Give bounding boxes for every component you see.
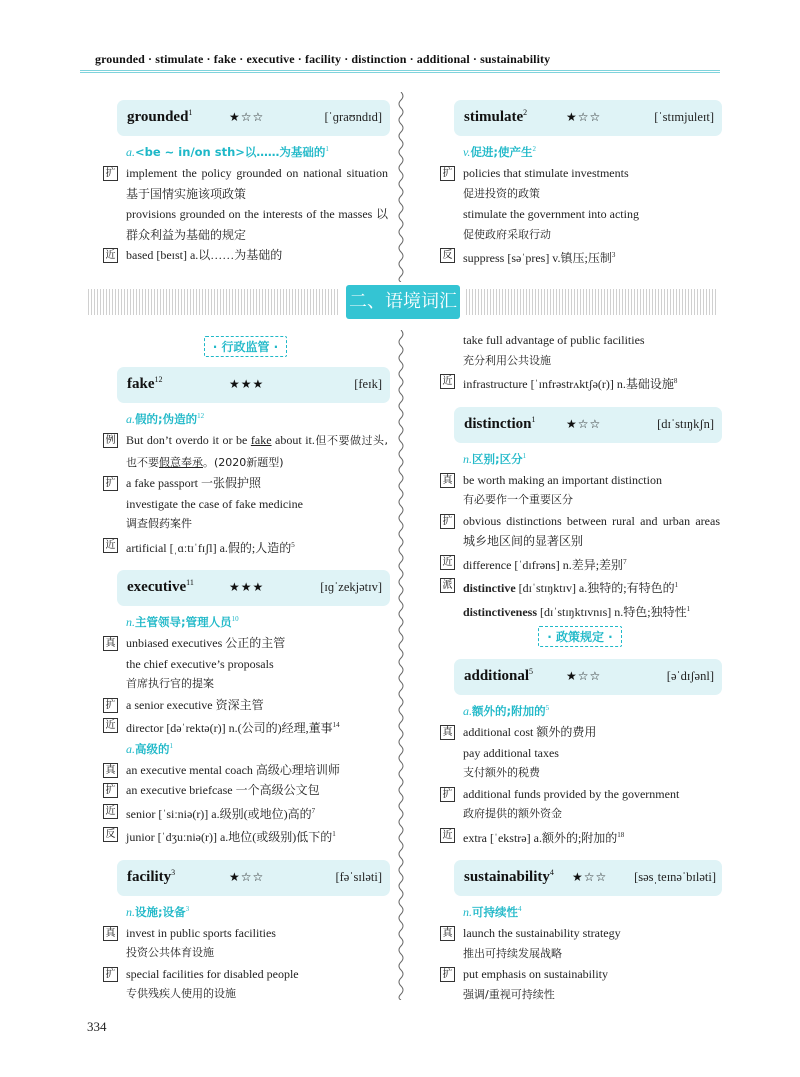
phonetic: [ˈɡraʊndɪd] xyxy=(324,110,382,124)
column-divider-top xyxy=(396,92,406,282)
phonetic: [dɪˈstɪŋkʃn] xyxy=(657,416,714,431)
subsection-label: · 行政监管 · xyxy=(204,336,287,357)
sense: n.可持续性$^4$ xyxy=(463,905,522,919)
derivative-line: distinctiveness [dɪˈstɪŋktɪvnɪs] n.特色;独特性$^1$ xyxy=(463,604,691,619)
translation-line: 推出可持续发展战略 xyxy=(463,946,562,960)
example-line: pay additional taxes xyxy=(463,745,559,760)
translation-line: 投资公共体育设施 xyxy=(126,946,214,959)
translation-line: 促进投资的政策 xyxy=(463,186,540,200)
word-card-distinction xyxy=(454,407,722,443)
column-divider-bottom xyxy=(396,330,406,1000)
headword: distinction$^1$ xyxy=(464,414,536,432)
antonym-line: 反 junior [ˈdʒuːniə(r)] a.地位(或级别)低下的$^1$ xyxy=(103,824,388,848)
headword: sustainability$^4$ xyxy=(464,868,554,885)
subsection-label-wrap xyxy=(440,626,720,647)
word-card-stimulate xyxy=(454,100,722,136)
synonym-line: 近 extra [ˈekstrə] a.额外的;附加的$^{18}$ xyxy=(440,825,720,849)
phonetic: [fəˈsɪləti] xyxy=(335,869,382,884)
synonym-line: 近 senior [ˈsiːniə(r)] a.级别(或地位)高的$^7$ xyxy=(103,801,388,825)
section-title: 二、语境词汇 xyxy=(346,285,460,319)
entry-grounded xyxy=(103,100,388,266)
antonym-line: 反 suppress [səˈpres] v.镇压;压制$^3$ xyxy=(440,245,720,269)
frequency-stars: ★★★ xyxy=(229,377,265,391)
entry-stimulate xyxy=(440,100,720,269)
synonym-line: 近 infrastructure [ˈɪnfrəstrʌktʃə(r)] n.基础设施$^8$ xyxy=(440,371,720,395)
sense: n.主管领导;管理人员$^{10}$ xyxy=(126,615,239,629)
example-line: 真 an executive mental coach 高级心理培训师 xyxy=(103,760,388,781)
example-line: 真 be worth making an important distinction xyxy=(440,470,720,491)
frequency-stars: ★★★ xyxy=(229,580,265,594)
sense: a.额外的;附加的$^5$ xyxy=(463,704,550,718)
example-line: provisions grounded on the interests of the masses 以群众利益为基础的规定 xyxy=(126,207,388,242)
sense: a.<be ~ in/on sth>以……为基础的$^1$ xyxy=(126,145,329,159)
subsection-label: · 政策规定 · xyxy=(538,626,621,647)
header-word-list: grounded · stimulate · fake · executive · facility · distinction · additional · sustainability xyxy=(95,52,551,66)
synonym-line: 近 difference [ˈdɪfrəns] n.差异;差别$^7$ xyxy=(440,552,720,576)
phonetic: [ˈstɪmjuleɪt] xyxy=(654,110,714,124)
headword: grounded$^1$ xyxy=(127,108,193,125)
phonetic: [səsˌteɪnəˈbɪləti] xyxy=(634,870,716,884)
example-line: 真 launch the sustainability strategy xyxy=(440,923,720,944)
word-card-grounded xyxy=(117,100,390,136)
word-card-fake xyxy=(117,367,390,403)
example-line: 扩 additional funds provided by the government xyxy=(440,784,720,805)
example-line: stimulate the government into acting xyxy=(463,207,639,221)
example-line: 扩 a fake passport 一张假护照 xyxy=(103,473,388,494)
headword: executive$^{11}$ xyxy=(127,578,194,595)
synonym-line: 近 artificial [ˌɑːtɪˈfɪʃl] a.假的;人造的$^5$ xyxy=(103,535,388,559)
headword: stimulate$^2$ xyxy=(464,108,528,125)
sense: n.设施;设备$^3$ xyxy=(126,904,190,919)
example-line: 扩 obvious distinctions between rural and urban areas 城乡地区间的显著区别 xyxy=(440,511,720,552)
translation-line: 政府提供的额外资金 xyxy=(463,807,562,820)
section-banner xyxy=(88,285,718,319)
example-line: 扩 special facilities for disabled people xyxy=(103,964,388,985)
example-line: take full advantage of public facilities xyxy=(463,333,645,347)
synonym-line: 近 based [beɪst] a.以……为基础的 xyxy=(103,245,388,266)
frequency-stars: ★☆☆ xyxy=(566,669,602,683)
translation-line: 支付额外的税费 xyxy=(463,766,540,779)
derivative-line: 派 distinctive [dɪˈstɪŋktɪv] a.独特的;有特色的$^1$ xyxy=(440,575,720,599)
frequency-stars: ★☆☆ xyxy=(229,869,265,884)
translation-line: 调查假药案件 xyxy=(126,517,192,530)
example-line: 扩 an executive briefcase 一个高级公文包 xyxy=(103,780,388,801)
translation-line: 有必要作一个重要区分 xyxy=(463,493,573,506)
example-line: 扩 implement the policy grounded on national situation 基于国情实施该项政策 xyxy=(103,163,388,204)
sense: a.假的;伪造的$^{12}$ xyxy=(126,412,205,426)
word-card-executive xyxy=(117,570,390,606)
banner-stripes-left xyxy=(88,289,340,315)
translation-line: 专供残疾人使用的设施 xyxy=(126,987,236,1000)
example-line: 真 unbiased executives 公正的主管 xyxy=(103,633,388,654)
frequency-stars: ★☆☆ xyxy=(572,870,608,884)
word-card-additional xyxy=(454,659,722,695)
frequency-stars: ★☆☆ xyxy=(566,110,602,124)
example-line: the chief executive’s proposals xyxy=(126,656,274,671)
translation-line: 促使政府采取行动 xyxy=(463,227,551,241)
header-rule xyxy=(80,70,720,73)
phonetic: [ɪɡˈzekjətɪv] xyxy=(320,580,382,594)
frequency-stars: ★☆☆ xyxy=(566,416,602,431)
running-header xyxy=(0,0,800,80)
example-line: 真 additional cost 额外的费用 xyxy=(440,722,720,743)
translation-line: 充分利用公共设施 xyxy=(463,353,551,367)
banner-stripes-right xyxy=(466,289,718,315)
example-line: 扩 put emphasis on sustainability xyxy=(440,964,720,985)
translation-line: 强调/重视可持续性 xyxy=(463,987,555,1001)
sense: a.高级的$^1$ xyxy=(126,741,173,756)
example-line: 真 invest in public sports facilities xyxy=(103,923,388,944)
left-column xyxy=(103,326,388,1005)
phonetic: [əˈdɪʃənl] xyxy=(666,669,714,683)
right-column xyxy=(440,330,720,1005)
headword: facility$^3$ xyxy=(127,867,176,885)
frequency-stars: ★☆☆ xyxy=(229,110,265,124)
page-number: 334 xyxy=(87,1019,107,1034)
word-card-sustainability xyxy=(454,860,722,896)
example-line: investigate the case of fake medicine xyxy=(126,496,303,511)
translation-line: 首席执行官的提案 xyxy=(126,677,214,690)
sense: v.促进;使产生$^2$ xyxy=(463,145,537,159)
headword: additional$^5$ xyxy=(464,667,534,684)
subsection-label-wrap xyxy=(103,336,388,357)
phonetic: [feɪk] xyxy=(354,377,382,391)
example-line: 例 But don’t overdo it or be fake about it.但不要做过头,也不要假意奉承。(2020新题型) xyxy=(103,430,388,473)
headword: fake$^{12}$ xyxy=(127,375,163,392)
sense: n.区别;区分$^1$ xyxy=(463,451,527,466)
example-line: 扩 a senior executive 资深主管 xyxy=(103,695,388,716)
example-line: 扩 policies that stimulate investments xyxy=(440,163,720,184)
word-card-facility xyxy=(117,860,390,896)
synonym-line: 近 director [dəˈrektə(r)] n.(公司的)经理,董事$^{14}$ xyxy=(103,715,388,739)
